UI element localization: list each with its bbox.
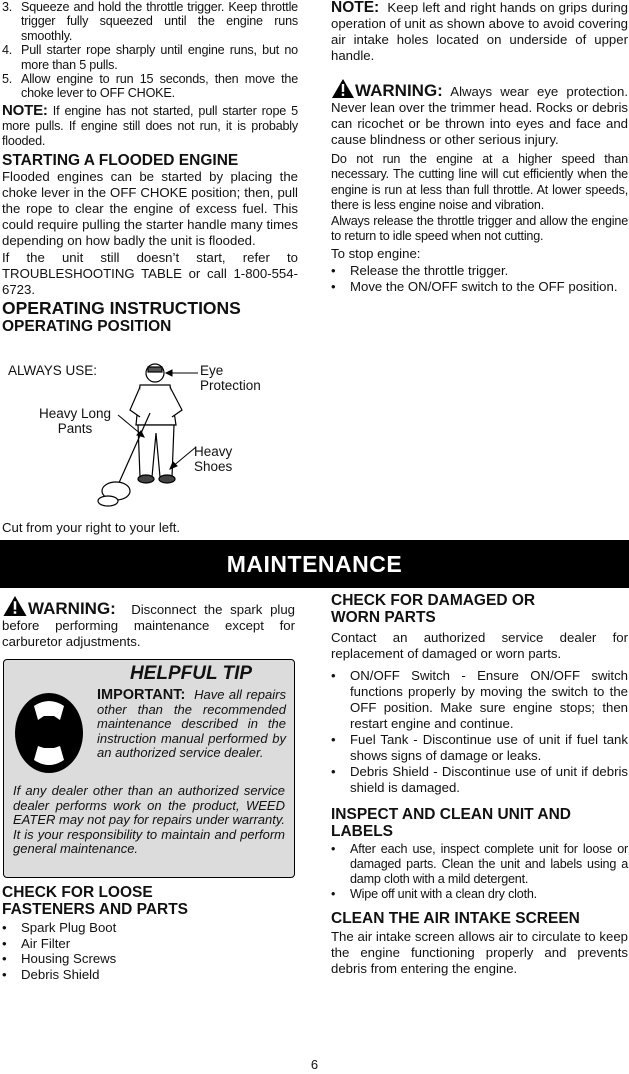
eye-warning: WARNING: Always wear eye protection. Never lean over the trimmer head. Rocks or debris can ricochet or be thrown into eyes and face and cause blindness or other serious injury. bbox=[331, 78, 628, 148]
fasteners-section bbox=[2, 884, 295, 982]
warning-icon bbox=[2, 595, 28, 617]
fasteners-list bbox=[2, 920, 295, 982]
speed-text: Do not run the engine at a higher speed than necessary. The cutting line will cut efficiently when the engine is run at less than full throttle. At lower speeds, there is less engine noise and vibration. bbox=[331, 152, 628, 212]
flooded-text: Flooded engines can be started by placing the choke lever in the OFF CHOKE position; then, pull the rope to clear the engine of excess fuel. This could require pulling the starter handle many times depending on how badly the unit is flooded. bbox=[2, 168, 298, 248]
inspect-list bbox=[331, 842, 628, 902]
list-item: • Wipe off unit with a clean dry cloth. bbox=[331, 887, 537, 901]
refer-text: If the unit still doesn’t start, refer to TROUBLESHOOTING TABLE or call 1-800-554-6723. bbox=[2, 249, 298, 297]
list-item: • Debris Shield bbox=[2, 966, 100, 982]
grip-note: NOTE: Keep left and right hands on grips during operation of unit as shown above to avoid covering air intake holes located on underside of upper handle. bbox=[331, 0, 628, 63]
right-top-column bbox=[331, 0, 628, 295]
fasteners-heading: CHECK FOR LOOSE FASTENERS AND PARTS bbox=[2, 884, 189, 918]
list-item: 3. Squeeze and hold the throttle trigger. Keep throttle trigger fully squeezed until the engine runs smoothly. bbox=[2, 0, 298, 43]
damaged-list bbox=[331, 668, 628, 796]
list-item: • After each use, inspect complete unit for loose or damaged parts. Clean the unit and labels using a damp cloth with a mild detergent. bbox=[331, 842, 628, 886]
operator-illustration bbox=[0, 355, 300, 515]
stop-list bbox=[331, 263, 628, 295]
release-text: Always release the throttle trigger and allow the engine to return to idle speed when not cutting. bbox=[331, 214, 628, 244]
left-top-column bbox=[2, 0, 298, 335]
list-item: • Debris Shield - Discontinue use of unit if debris shield is damaged. bbox=[331, 764, 628, 795]
eye-protection-label: Eye Protection bbox=[200, 363, 261, 393]
operating-heading: OPERATING INSTRUCTIONS bbox=[2, 297, 241, 318]
position-heading: OPERATING POSITION bbox=[2, 317, 172, 335]
heavy-long-pants-label: Heavy Long Pants bbox=[38, 406, 112, 436]
list-item: • Air Filter bbox=[2, 935, 71, 951]
air-intake-text: The air intake screen allows air to circulate to keep the engine functioning properly and prevents debris from entering the engine. bbox=[331, 929, 628, 976]
helpful-tip-footer: If any dealer other than an authorized service dealer performs work on the product, WEED EATER may not pay for repairs under warranty. It is your responsibility to maintain and perform general maintenance. bbox=[13, 783, 285, 857]
spark-plug-warning: WARNING: Disconnect the spark plug before performing maintenance except for carburetor adjustments. bbox=[2, 595, 295, 650]
list-item: • ON/OFF Switch - Ensure ON/OFF switch functions properly by moving the switch to the OFF position. Make sure engine stops; then restart engine and continue. bbox=[331, 668, 628, 731]
flooded-heading: STARTING A FLOODED ENGINE bbox=[2, 151, 239, 169]
flooded-note: NOTE: If engine has not started, pull starter rope 5 more pulls. If engine still does not run, it is probably flooded. bbox=[2, 101, 298, 148]
heavy-shoes-label: Heavy Shoes bbox=[194, 444, 233, 474]
start-steps-list bbox=[2, 0, 298, 101]
helpful-tip-box bbox=[3, 659, 295, 878]
list-item: 4. Pull starter rope sharply until engine runs, but no more than 5 pulls. bbox=[2, 43, 298, 72]
maintenance-banner: MAINTENANCE bbox=[0, 540, 629, 588]
damaged-text: Contact an authorized service dealer for replacement of damaged or worn parts. bbox=[331, 630, 628, 661]
stop-text: To stop engine: bbox=[331, 245, 421, 261]
list-item: • Release the throttle trigger. bbox=[331, 262, 509, 278]
page-number: 6 bbox=[310, 1057, 319, 1072]
list-item: • Housing Screws bbox=[2, 951, 117, 966]
maint-left-column bbox=[2, 595, 295, 651]
operating-position-figure bbox=[0, 355, 300, 515]
maint-right-column bbox=[331, 592, 628, 978]
cut-direction-text: Cut from your right to your left. bbox=[2, 520, 181, 535]
wrench-icon bbox=[12, 690, 86, 776]
inspect-heading: INSPECT AND CLEAN UNIT AND LABELS bbox=[331, 806, 571, 840]
warning-icon bbox=[331, 78, 355, 99]
damaged-heading: CHECK FOR DAMAGED OR WORN PARTS bbox=[331, 592, 536, 626]
list-item: • Move the ON/OFF switch to the OFF position. bbox=[331, 278, 618, 294]
helpful-tip-body: IMPORTANT: Have all repairs other than the recommended maintenance described in the instruction manual performed by an authorized service dealer. bbox=[97, 687, 286, 761]
list-item: • Spark Plug Boot bbox=[2, 920, 117, 935]
always-use-label: ALWAYS USE: bbox=[8, 363, 98, 378]
air-intake-heading: CLEAN THE AIR INTAKE SCREEN bbox=[331, 910, 580, 927]
helpful-tip-title: HELPFUL TIP bbox=[129, 663, 253, 684]
list-item: 5. Allow engine to run 15 seconds, then move the choke lever to OFF CHOKE. bbox=[2, 72, 298, 101]
list-item: • Fuel Tank - Discontinue use of unit if fuel tank shows signs of damage or leaks. bbox=[331, 732, 628, 763]
